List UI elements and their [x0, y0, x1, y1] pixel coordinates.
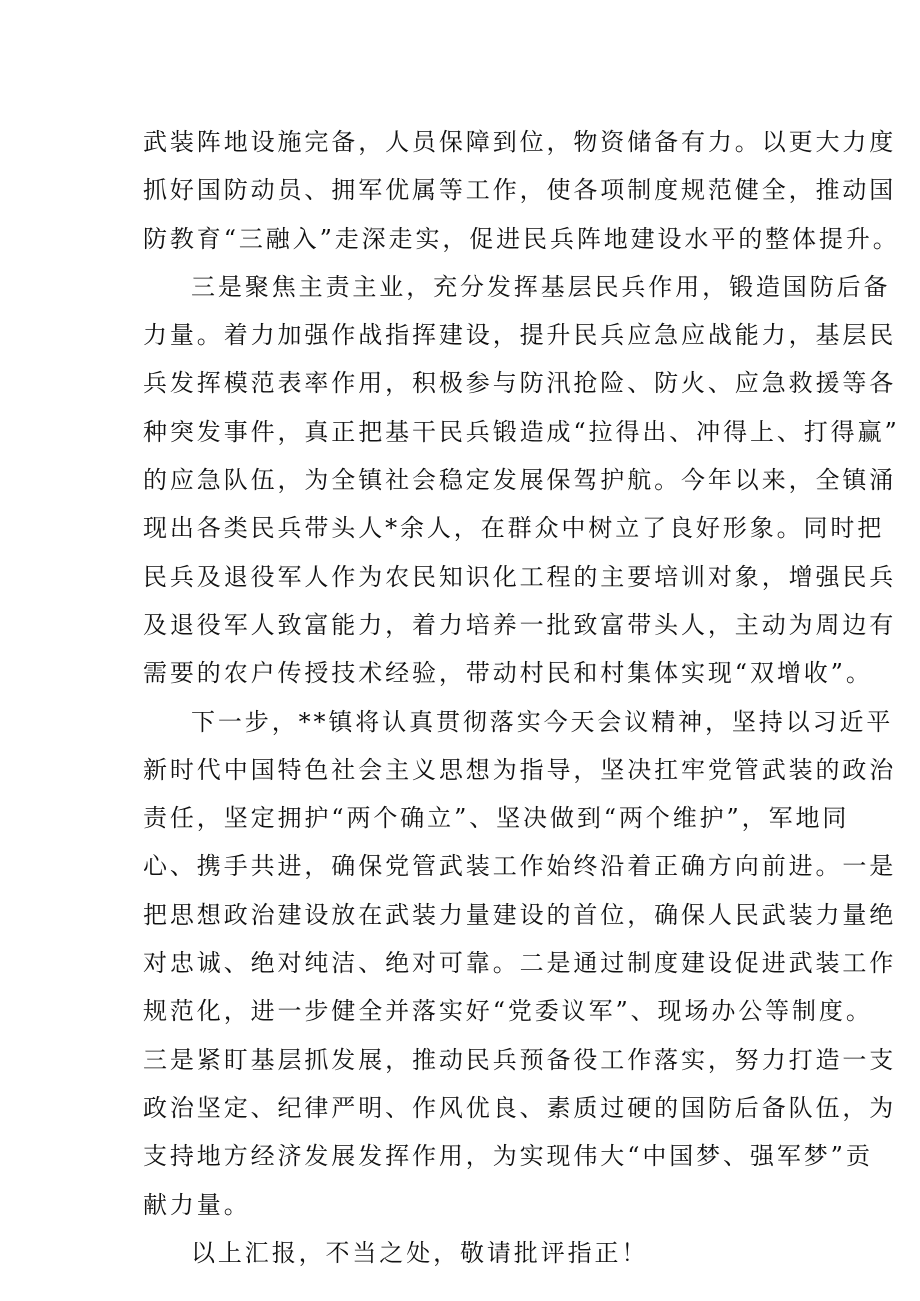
- document-body: [143, 118, 900, 1277]
- text-line: 民兵及退役军人作为农民知识化工程的主要培训对象，增强民兵: [143, 562, 897, 591]
- text-line: 心、携手共进，确保党管武装工作始终沿着正确方向前进。一是: [143, 852, 897, 881]
- text-line: 规范化，进一步健全并落实好“党委议军”、现场办公等制度。: [143, 997, 873, 1026]
- text-line: 抓好国防动员、拥军优属等工作，使各项制度规范健全，推动国: [143, 176, 897, 205]
- text-line: 政治坚定、纪律严明、作风优良、素质过硬的国防后备队伍，为: [143, 1093, 897, 1122]
- text-line: 现出各类民兵带头人*余人，在群众中树立了良好形象。同时把: [143, 514, 885, 543]
- text-line: 支持地方经济发展发挥作用，为实现伟大“中国梦、强军梦”贡: [143, 1142, 873, 1171]
- text-line: 献力量。: [143, 1190, 251, 1219]
- text-line: 防教育“三融入”走深走实，促进民兵阵地建设水平的整体提升。: [143, 224, 900, 253]
- text-line: 需要的农户传授技术经验，带动村民和村集体实现“双增收”。: [143, 659, 873, 688]
- text-line: 力量。着力加强作战指挥建设，提升民兵应急应战能力，基层民: [143, 321, 897, 350]
- paragraph-start-line: 三是聚焦主责主业，充分发挥基层民兵作用，锻造国防后备: [191, 272, 891, 301]
- text-line: 的应急队伍，为全镇社会稳定发展保驾护航。今年以来，全镇涌: [143, 466, 897, 495]
- closing-line: 以上汇报，不当之处，敬请批评指正！: [191, 1238, 649, 1267]
- text-line: 责任，坚定拥护“两个确立”、坚决做到“两个维护”，军地同: [143, 804, 850, 833]
- text-line: 武装阵地设施完备，人员保障到位，物资储备有力。以更大力度: [143, 128, 897, 156]
- text-line: 把思想政治建设放在武装力量建设的首位，确保人民武装力量绝: [143, 900, 897, 929]
- text-line: 对忠诚、绝对纯洁、绝对可靠。二是通过制度建设促进武装工作: [143, 949, 897, 978]
- paragraph-start-line: 下一步，**镇将认真贯彻落实今天会议精神，坚持以习近平: [191, 707, 894, 736]
- text-line: 兵发挥模范表率作用，积极参与防汛抢险、防火、应急救援等各: [143, 369, 897, 398]
- text-line: 三是紧盯基层抓发展，推动民兵预备役工作落实，努力打造一支: [143, 1045, 897, 1074]
- text-line: 种突发事件，真正把基干民兵锻造成“拉得出、冲得上、打得赢”: [143, 417, 900, 446]
- text-line: 及退役军人致富能力，着力培养一批致富带头人，主动为周边有: [143, 610, 897, 639]
- text-line: 新时代中国特色社会主义思想为指导，坚决扛牢党管武装的政治: [143, 755, 897, 784]
